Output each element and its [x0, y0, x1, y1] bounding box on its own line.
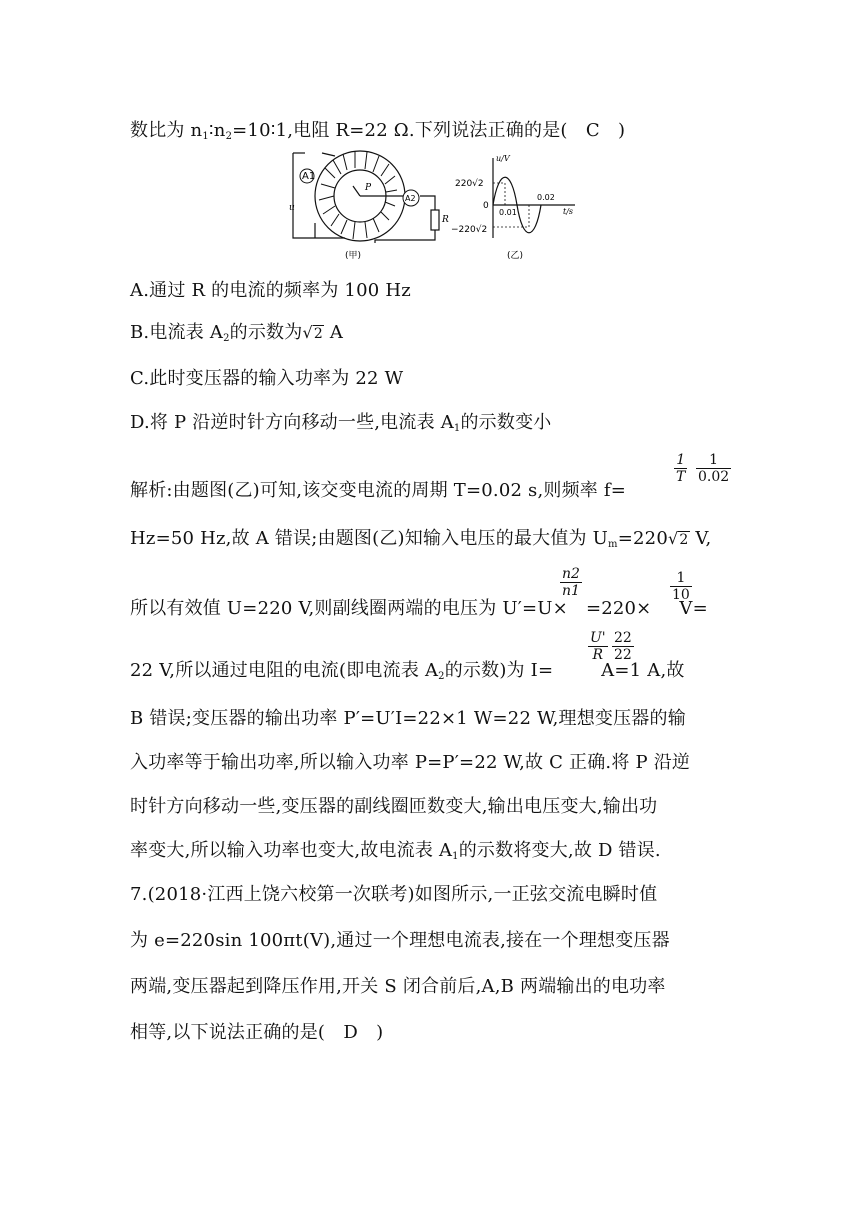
axis-x-label: t/s	[563, 207, 574, 216]
text: 所以有效值 U=220 V,则副线圈两端的电压为 U′=U×	[130, 598, 568, 619]
text: 的示数变小	[460, 412, 552, 433]
subscript: 1	[453, 423, 461, 434]
fraction-1-over-10	[670, 570, 692, 603]
question7-line-4: 相等,以下说法正确的是( D )	[130, 1022, 384, 1043]
tick-top: 220√2	[455, 179, 484, 189]
numerator: 1	[674, 452, 687, 469]
slider-p	[353, 186, 360, 196]
subscript: 1	[452, 851, 459, 862]
numerator: n2	[562, 566, 580, 582]
subscript: 1	[202, 131, 209, 142]
text: 的示数将变大,故 D 错误.	[458, 840, 661, 861]
numerator: 1	[696, 452, 731, 469]
denominator: R	[592, 647, 604, 663]
text: 22 V,所以通过电阻的电流(即电流表 A	[130, 660, 439, 681]
text: D.将 P 沿逆时针方向移动一些,电流表 A	[130, 412, 454, 433]
text: B.电流表 A	[130, 322, 224, 343]
caption-left: (甲)	[345, 251, 362, 261]
svg-text:R: R	[442, 215, 449, 225]
svg-text:P: P	[365, 183, 372, 193]
text: A=1 A,故	[595, 660, 685, 681]
denominator: T	[676, 469, 686, 485]
svg-text:u: u	[289, 203, 295, 213]
text: =220	[617, 528, 668, 549]
option-b	[130, 318, 343, 344]
text: A	[323, 322, 344, 343]
coil-windings	[319, 151, 397, 239]
fraction-22-over-22	[612, 630, 634, 663]
fraction-1-over-t	[674, 452, 687, 485]
text: V,	[689, 528, 712, 549]
fraction-1-over-002	[696, 452, 731, 485]
denominator: n1	[562, 583, 580, 599]
tick-002: 0.02	[537, 193, 555, 202]
resistor	[431, 210, 439, 230]
denominator: 10	[672, 587, 690, 603]
analysis-line-1: 解析:由题图(乙)可知,该交变电流的周期 T=0.02 s,则频率 f=	[130, 480, 627, 501]
tick-zero: 0	[483, 201, 489, 211]
analysis-line-2	[130, 524, 711, 550]
tick-001: 0.01	[499, 208, 517, 217]
analysis-line-3	[130, 594, 708, 620]
analysis-line-7: 时针方向移动一些,变压器的副线圈匝数变大,输出电压变大,输出功	[130, 796, 658, 817]
circuit-and-waveform-figure	[285, 148, 605, 268]
question-top-line	[130, 116, 625, 142]
denominator: 22	[614, 647, 632, 663]
subscript: 2	[438, 671, 445, 682]
svg-text:A1: A1	[302, 171, 316, 182]
fraction-u-over-r	[588, 630, 608, 663]
denominator: 0.02	[698, 469, 730, 485]
subscript: m	[608, 539, 618, 550]
option-a: A.通过 R 的电流的频率为 100 Hz	[130, 280, 411, 301]
sqrt-icon: √	[302, 323, 313, 342]
text: 数比为 n	[130, 120, 203, 141]
radicand: 2	[313, 326, 323, 342]
text: 率变大,所以输入功率也变大,故电流表 A	[130, 840, 453, 861]
text: Hz=50 Hz,故 A 错误;由题图(乙)知输入电压的最大值为 U	[130, 528, 609, 549]
wire-left	[293, 153, 345, 238]
numerator: 22	[614, 630, 632, 646]
text: =10∶1,电阻 R=22 Ω.下列说法正确的是( C )	[232, 120, 626, 141]
tick-bottom: −220√2	[451, 225, 488, 235]
subscript: 2	[223, 333, 230, 344]
question7-line-2: 为 e=220sin 100πt(V),通过一个理想电流表,接在一个理想变压器	[130, 930, 670, 951]
text: =220×	[585, 598, 652, 619]
text: ∶n	[208, 120, 226, 141]
numerator: 1	[670, 570, 692, 587]
fraction-n2-over-n1	[560, 566, 582, 599]
question7-line-3: 两端,变压器起到降压作用,开关 S 闭合前后,A,B 两端输出的电功率	[130, 976, 666, 997]
waveform-plot	[493, 158, 575, 238]
analysis-line-5: B 错误;变压器的输出功率 P′=U′I=22×1 W=22 W,理想变压器的输	[130, 708, 686, 729]
option-d	[130, 408, 551, 434]
numerator: U'	[590, 630, 606, 646]
text: 的示数为	[229, 322, 303, 343]
axis-y-label: u/V	[496, 154, 510, 163]
text: V=	[673, 598, 708, 619]
text: 的示数)为 I=	[444, 660, 554, 681]
caption-right: (乙)	[507, 251, 524, 261]
svg-text:A2: A2	[405, 194, 416, 203]
option-c: C.此时变压器的输入功率为 22 W	[130, 368, 404, 389]
question7-line-1: 7.(2018·江西上饶六校第一次联考)如图所示,一正弦交流电瞬时值	[130, 884, 658, 905]
radicand: 2	[679, 532, 689, 548]
analysis-line-6: 入功率等于输出功率,所以输入功率 P=P′=22 W,故 C 正确.将 P 沿逆	[130, 752, 691, 773]
sqrt-icon: √	[667, 529, 679, 548]
subscript: 2	[225, 131, 233, 142]
analysis-line-8	[130, 836, 661, 862]
